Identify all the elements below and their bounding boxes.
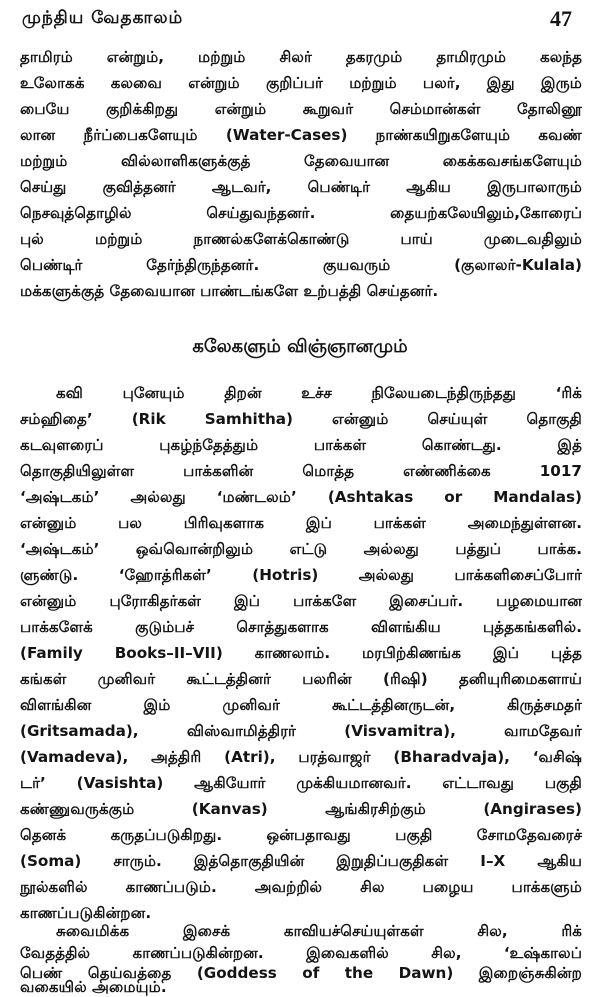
paragraph-line: லான நீர்ப்பைகளேயும் (Water-Cases) நாண்கயிறுகளேயும் கவண் xyxy=(20,126,582,144)
paragraph-line: நூல்களில் காணப்படும். அவற்றில் சில பழைய பாக்களும் xyxy=(20,878,582,896)
paragraph-line: ‘அஷ்டகம்’ அல்லது ‘மண்டலம்’ (Ashtakas or Mandalas) xyxy=(20,488,582,506)
paragraph-line: தெனக் கருதப்படுகிறது. ஒன்பதாவது பகுதி சோமதேவரைச் xyxy=(20,826,582,844)
paragraph-line: பையே குறிக்கிறது என்றும் கூறுவர் செம்மான்கள் தோலினூ xyxy=(20,100,582,118)
paragraph-line: (Family Books–II–VII) காணலாம். மரபிற்கிணங்க இப் புத்த xyxy=(20,644,582,662)
paragraph-line: சுவைமிக்க இசைக் காவியச்செய்யுள்கள் சில, ரிக் xyxy=(56,922,582,940)
section-heading: கலேகளும் விஞ்ஞானமும் xyxy=(192,336,408,357)
paragraph-line: பெண்டிர் தேர்ந்திருந்தனர். குயவரும் (குலாலர்-Kulala) xyxy=(20,256,582,274)
paragraph-line: வகையில் அமையும். xyxy=(20,978,167,996)
paragraph-line: ‘அஷ்டகம்’ ஒவ்வொன்றிலும் எட்டு அல்லது பத்துப் பாக்க. xyxy=(20,540,582,558)
paragraph-line: செய்து குவித்தனர் ஆடவர், பெண்டிர் ஆகிய இருபாலாரும் xyxy=(20,178,582,196)
paragraph-line: உலோகக் கலவை என்றும் குறிப்பர் மற்றும் பலர், இது இரும் xyxy=(20,74,582,92)
paragraph-line: கங்கள் முனிவர் கூட்டத்தினர் பலரின் (ரிஷி) தனியுரிமைகளாய் xyxy=(20,670,582,688)
paragraph-line: மற்றும் வில்லாளிகளுக்குத் தேவையான கைக்கவசங்களேயும் xyxy=(20,152,582,170)
paragraph-line: (Vamadeva), அத்திரி (Atri), பரத்வாஜர் (Bharadvaja), ‘வசிஷ் xyxy=(20,748,582,766)
paragraph-line: தாமிரம் என்றும், மற்றும் சிலர் தகரமும் தாமிரமும் கலந்த xyxy=(20,48,582,66)
paragraph-line: மக்களுக்குத் தேவையான பாண்டங்களே உற்பத்தி செய்தனர். xyxy=(20,282,439,300)
paragraph-line: வேதத்தில் காணப்படுகின்றன. இவைகளில் சில, ‘உஷ்காலப் xyxy=(20,944,582,962)
paragraph-line: காணப்படுகின்றன. xyxy=(20,904,152,922)
paragraph-line: என்னும் பல பிரிவுகளாக இப் பாக்கள் அமைந்துள்ளன. xyxy=(20,514,582,532)
paragraph-line: கண்ணுவருக்கும் (Kanvas) ஆங்கிரசிற்கும் (Angirases) xyxy=(20,800,582,818)
page-number: 47 xyxy=(550,6,572,31)
paragraph-line: பாக்களேக் குடும்பச் சொத்துகளாக விளங்கிய புத்தகங்களில். xyxy=(20,618,582,636)
paragraph-line: விளங்கின இம் முனிவர் கூட்டத்தினருடன், கிருத்சமதர் xyxy=(20,696,582,714)
paragraph-line: ளுண்டு. ‘ஹோத்ரிகள்’ (Hotris) அல்லது பாக்களிசைப்போர் xyxy=(20,566,582,584)
paragraph-line: கடவுளரைப் புகழ்ந்தேத்தும் பாக்கள் கொண்டது. இத் xyxy=(20,436,582,454)
paragraph-line: டர்’ (Vasishta) ஆகியோர் முக்கியமானவர். எட்டாவது பகுதி xyxy=(20,774,582,792)
paragraph-line: நெசவுத்தொழில் செய்துவந்தனர். தையற்கலேயிலும்,கோரைப் xyxy=(20,204,582,222)
paragraph-line: கவி புனேயும் திறன் உச்ச நிலேயடைந்திருந்தது ‘ரிக் xyxy=(56,384,582,402)
running-head: முந்திய வேதகாலம் xyxy=(22,8,184,28)
paragraph-line: என்னும் புரோகிதர்கள் இப் பாக்களே இசைப்பர். பழமையான xyxy=(20,592,582,610)
paragraph-line: தொகுதியிலுள்ள பாக்களின் மொத்த எண்ணிக்கை 1017 xyxy=(20,462,582,480)
paragraph-line: (Soma) சாரும். இத்தொகுதியின் இறுதிப்பகுதிகள் I–X ஆகிய xyxy=(20,852,582,870)
paragraph-line: (Gritsamada), விஸ்வாமித்திரர் (Visvamitra), வாமதேவர் xyxy=(20,722,582,740)
paragraph-line: புல் மற்றும் நாணல்களேக்கொண்டு பாய் முடைவதிலும் xyxy=(20,230,582,248)
paragraph-line: சம்ஹிதை’ (Rik Samhitha) என்னும் செய்யுள் தொகுதி xyxy=(20,410,582,428)
paragraph-line: பெண் தெய்வத்தை (Goddess of the Dawn) இறைஞ்சுகின்ற xyxy=(20,964,582,982)
